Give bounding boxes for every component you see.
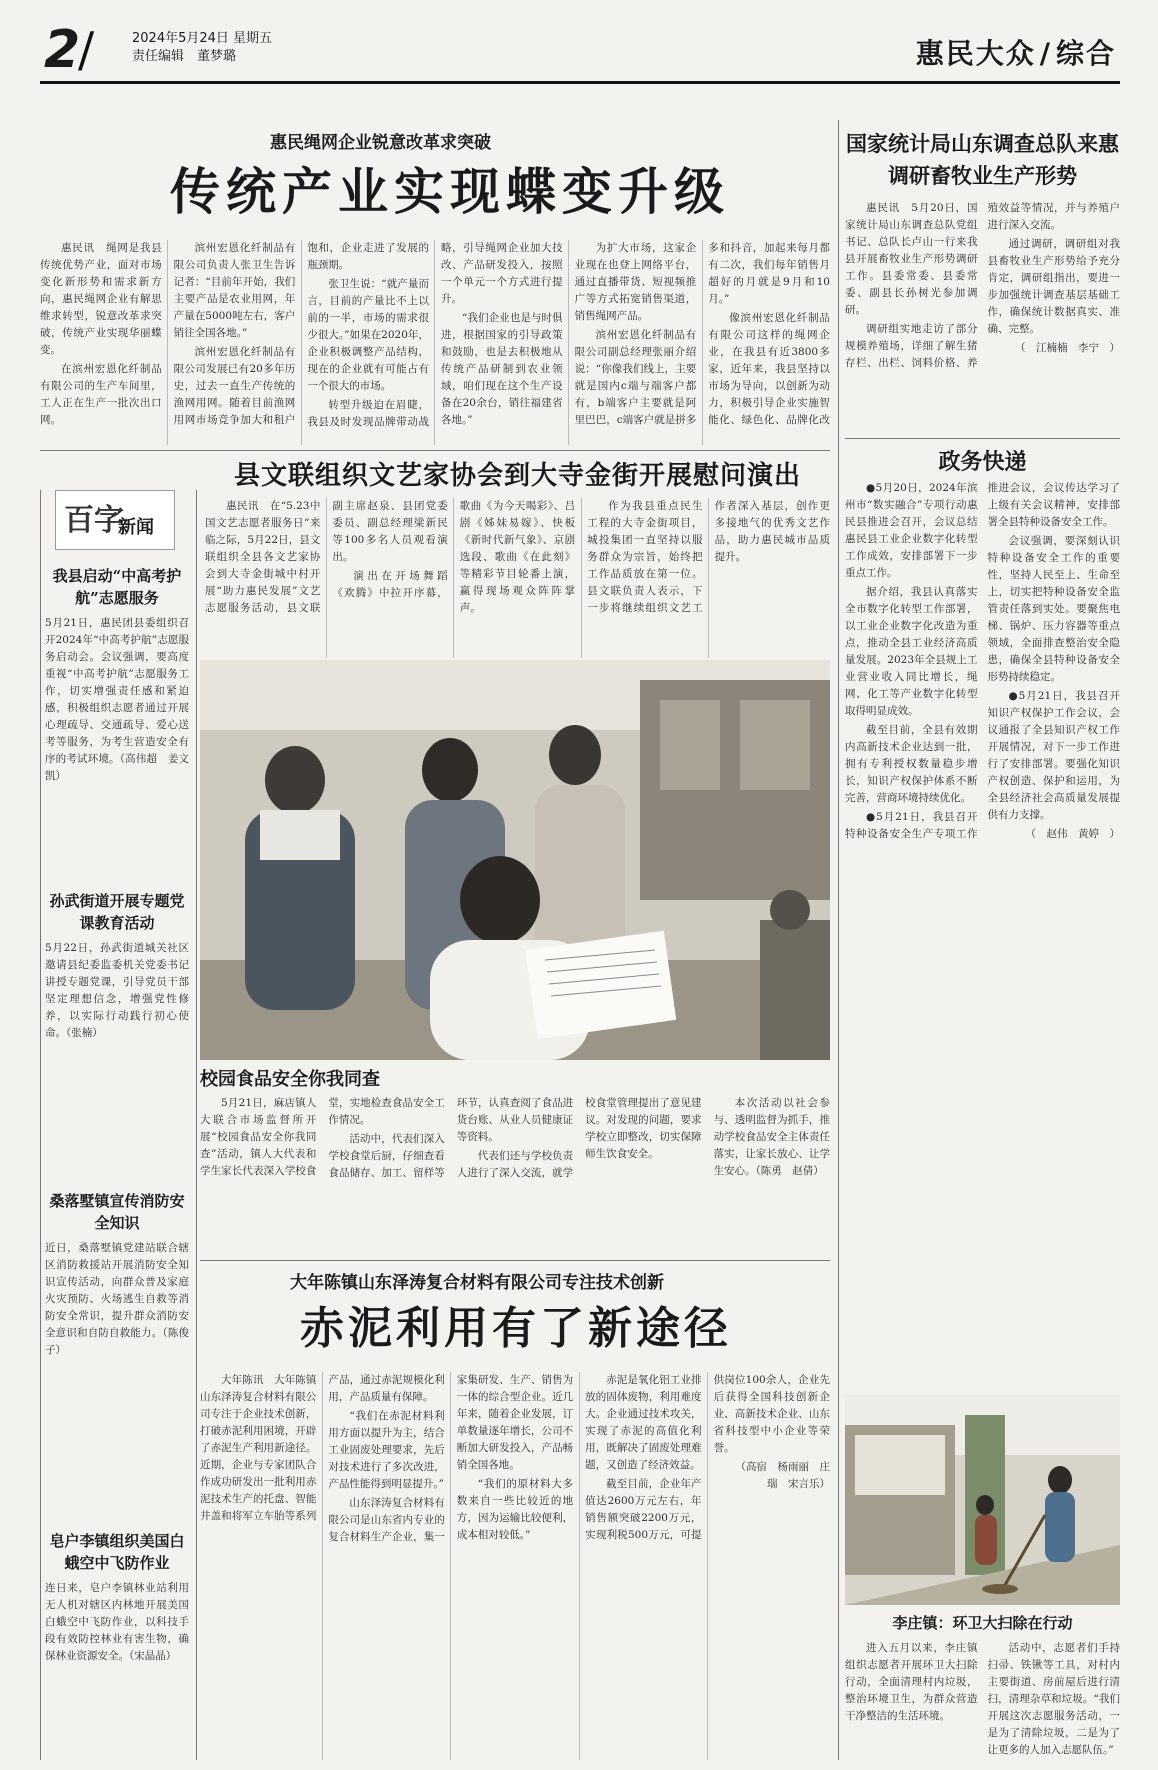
brief-item — [45, 1530, 189, 1760]
government-news-body — [845, 480, 1120, 1390]
article5-paragraph: 截至目前，企业年产值达2600万元左右，年销售额突破2200万元，实现利税500万元，可提供岗位100余人，企业先后获得全国科技创新企业、高新技术企业、山东省科技型中小企业等荣誉。 — [585, 1374, 830, 1541]
article1-paragraph: 在滨州宏恩化纤制品有限公司的生产车间里，工人正在生产一批次出口网。 — [40, 363, 162, 426]
article3-body — [205, 498, 830, 658]
article1-paragraph: 像滨州宏恩化纤制品有限公司这样的绳网企业，在我县有近3800多家，近年来，我县坚持以市场为导向，以创新为动力，积极引导企业实施智能化、绿色化、品牌化改 — [708, 312, 830, 426]
article6-paragraph: 活动中，志愿者们手持扫帚、铁锹等工具，对村内主要街道、房前屋后进行清扫，清理杂草和垃圾。“我们开展这次志愿服务活动，一是为了清除垃圾，二是为了让更多的人加入志愿队伍。” — [987, 1642, 1120, 1756]
article2-paragraph: 通过调研，调研组对我县畜牧业生产形势给予充分肯定，调研组指出，要进一步加强统计调查基层基础工作，确保统计数据真实、准确、完整。 — [987, 238, 1120, 335]
article2-body — [845, 200, 1120, 432]
brief-item-text: 近日，桑落墅镇党建站联合辖区消防救援站开展消防安全知识宣传活动，向群众普及家庭火灾预防、火场逃生自救等消防安全常识，提升群众消防安全意识和自防自救能力。（陈俊子） — [45, 1242, 189, 1356]
divider — [200, 1260, 830, 1261]
government-news-paragraph: ●5月21日，我县召开特种设备安全生产专项工作推进会议，会议传达学习了上级有关会议精神，安排部署全县特种设备安全工作。 — [845, 482, 1120, 840]
article1-paragraph: 张卫生说：“就产量而言，目前的产量比不上以前的一半，市场的需求很少很大。”如果在2020年，企业积极调整产品结构，现在的企业就有可能占有一个很大的市场。 — [307, 278, 429, 392]
article3-title: 县文联组织文艺家协会到大寺金街开展慰问演出 — [233, 461, 801, 491]
article2-paragraph: 调研组实地走访了部分规模养殖场，详细了解生猪存栏、出栏、饲料价格、养殖效益等情况，并与养殖户进行深入交流。 — [845, 202, 1120, 369]
article1-paragraph: 滨州宏恩化纤制品有限公司负责人张卫生告诉记者：“目前年开始，我们主要产品是农业用网，年产量在5000吨左右，客户销往全国各地。” — [173, 242, 296, 339]
article2-byline: （ 江楠楠 李宁 ） — [1015, 342, 1120, 354]
brief-item — [45, 1190, 189, 1500]
article6-body — [845, 1640, 1120, 1760]
sweeping-photo — [845, 1395, 1120, 1605]
government-news-paragraph: 据介绍，我县认真落实全市数字化转型工作部署，以工业企业数字化改造为重点，推动全县工业经济高质量发展。2023年全县规上工业营业收入同比增长，绳网、化工等产业数字化转型取得明显成效。 — [845, 586, 978, 717]
article1-paragraph: 转型升级迫在眉睫，我县及时发现品牌带动战略，引导绳网企业加大技改、产品研发投入，按照一个单元一个方式进行提升。 — [307, 242, 563, 428]
responsible-editor: 责任编辑 董梦璐 — [132, 49, 237, 64]
government-news-paragraph: ●5月20日，2024年滨州市“数实融合”专项行动惠民县推进会召开，会议总结惠民县工业企业数字化转型工作成效，安排部署下一步重点工作。 — [845, 482, 978, 579]
food-inspection-photo — [200, 660, 830, 1060]
page-number: 2 — [44, 20, 81, 80]
article3-paragraph: 惠民讯 在“5.23中国文艺志愿者服务日”来临之际，5月22日，县文联组织全县各文艺家协会到大寺金街城中村开展“助力惠民发展”文艺志愿服务活动，县文联副主席赵泉、县团党委委员、副总经理梁新民等100多名人员观看演出。 — [205, 500, 448, 614]
government-news-paragraph: 会议强调，要深刻认识特种设备安全工作的重要性，坚持人民至上、生命至上，切实把特种设备安全监管责任落到实处。要聚焦电梯、锅炉、压力容器等重点领域，全面排查整治安全隐患，确保全县特种设备安全形势持续稳定。 — [987, 535, 1120, 683]
article3-paragraph: 演出在开场舞蹈《欢腾》中拉开序幕，歌曲《为今天喝彩》、吕剧《姊妹易嫁》、快板《新时代新气象》、京剧选段、歌曲《在此刻》等精彩节目轮番上演，赢得现场观众阵阵掌声。 — [332, 500, 576, 614]
paper-name: 惠民大众 — [915, 37, 1036, 70]
government-news-paragraph: ●5月21日，我县召开知识产权保护工作会议，会议通报了全县知识产权工作开展情况，对下一步工作进行了安排部署。要强化知识产权创造、保护和运用，为全县经济社会高质量发展提供有力支撑。 — [987, 690, 1120, 821]
issue-date: 2024年5月24日 星期五 — [132, 31, 273, 46]
brief-item-text: 连日来，皂户李镇林业站利用无人机对辖区内林地开展美国白蛾空中飞防作业，以科技手段有效防控林业有害生物，确保林业资源安全。（宋晶晶） — [45, 1582, 189, 1662]
brief-news-sidebar — [40, 490, 190, 1760]
food-inspection-caption: 校园食品安全你我同查 — [200, 1069, 380, 1090]
article1-kicker: 惠民绳网企业锐意改革求突破 — [270, 133, 491, 153]
article4-paragraph: 代表们还与学校负责人进行了深入交流，就学校食堂管理提出了意见建议。对发现的问题，要求学校立即整改，切实保障师生饮食安全。 — [456, 1097, 702, 1179]
government-news-paragraph: 截至目前，全县有效期内高新技术企业达到一批，拥有专利授权数量稳步增长，知识产权保护体系不断完善，营商环境持续优化。 — [845, 724, 978, 804]
section-name: 综合 — [1055, 37, 1116, 70]
article2-paragraph: 惠民讯 5月20日，国家统计局山东调查总队党组书记、总队长卢山一行来我县开展畜牧业生产形势调研工作。县委常委、县委常委、副县长孙树光参加调研。 — [845, 202, 978, 316]
brief-item-text: 5月21日，惠民团县委组织召开2024年“中高考护航”志愿服务启动会。会议强调，要高度重视“中高考护航”志愿服务工作，切实增强责任感和紧迫感，积极组织志愿者通过开展心理疏导、交通疏导、爱心送考等服务，为考生营造安全有序的考试环境。（高伟超 姜文凯） — [45, 617, 189, 782]
brief-item-title: 桑落墅镇宣传消防安全知识 — [49, 1192, 185, 1232]
article5-paragraph: 山东泽涛复合材料有限公司是山东省内专业的复合材料生产企业，集一家集研发、生产、销售为一体的综合型企业。近几年来，随着企业发展，订单数量逐年增长，公司不断加大研发投入，产品畅销全国各地。 — [328, 1374, 574, 1543]
brief-logo-big: 百字 — [64, 503, 124, 538]
article5-paragraph: “我们的原材料大多数来自一些比较近的地方，因为运输比较便利，成本相对较低。” — [456, 1478, 574, 1541]
article6-paragraph: 进入五月以来，李庄镇组织志愿者开展环卫大扫除行动，全面清理村内垃圾，整治环境卫生，为群众营造干净整洁的生活环境。 — [845, 1642, 978, 1722]
sweeping-illustration — [845, 1395, 1120, 1605]
article4-paragraph: 本次活动以社会参与、透明监督为抓手，推动学校食品安全主体责任落实，让家长放心、让学生安心。（陈勇 赵倩） — [713, 1097, 830, 1177]
article4-paragraph: 5月21日，麻店镇人大联合市场监督所开展“校园食品安全你我同查”活动，镇人大代表和学生家长代表深入学校食堂，实地检查食品安全工作情况。 — [200, 1097, 445, 1177]
divider — [40, 450, 830, 451]
brief-item — [45, 565, 189, 845]
masthead-brand — [916, 32, 1116, 72]
brief-item-title: 孙武街道开展专题党课教育活动 — [49, 892, 185, 932]
article4-paragraph: 活动中，代表们深入学校食堂后厨，仔细查看食品储存、加工、留样等环节，认真查阅了食品进货台账、从业人员健康证等资料。 — [328, 1097, 574, 1179]
brand-separator: / — [1039, 37, 1052, 70]
brief-item — [45, 890, 189, 1120]
article5-paragraph: 大年陈讯 大年陈镇山东泽涛复合材料有限公司专注于企业技术创新，打破赤泥利用困境，开辟了赤泥生产利用新途径。近期，企业与专家团队合作成功研发出一批利用赤泥技术生产的托盘、智能井盖和将军立车胎等系列产品，通过赤泥规模化利用，产品质量有保障。 — [200, 1374, 445, 1522]
article1-body — [40, 240, 830, 445]
article5-body — [200, 1372, 830, 1760]
article1-paragraph: 惠民讯 绳网是我县传统优势产业，面对市场变化新形势和需求新方向，惠民绳网企业有解思维求转型，锐意改革求突破，传统产业实现华丽蝶变。 — [40, 242, 162, 356]
divider — [845, 438, 1120, 439]
government-news-title: 政务快递 — [938, 449, 1027, 475]
brief-news-logo — [55, 490, 175, 550]
food-inspection-illustration — [200, 660, 830, 1060]
page-number-slash: / — [78, 22, 95, 78]
article1-paragraph: 滨州宏恩化纤制品有限公司发展已有20多年历史，过去一直生产传统的渔网用网。随着目前渔网用网市场竞争加大和租户饱和，企业走进了发展的瓶颈期。 — [173, 242, 429, 426]
article1-paragraph: 滨州宏恩化纤制品有限公司副总经理张丽介绍说：“你像我们线上，主要就是国内c端与端客户都有，b端客户主要就是阿里巴巴，c端客户就是拼多多和抖音，加起来每月都有二次，我们每年销售月超好的月就是9月和10月。” — [574, 242, 830, 426]
brief-item-title: 皂户李镇组织美国白蛾空中飞防作业 — [49, 1532, 185, 1572]
article5-paragraph: “我们在赤泥材料利用方面以提升为主，结合工业固废处理要求，先后对技术进行了多次改进，产品性能得到明显提升。” — [328, 1410, 445, 1490]
article1-title: 传统产业实现蝶变升级 — [170, 162, 730, 221]
government-news-byline: （ 赵伟 黄婷 ） — [1025, 828, 1120, 840]
brief-item-text: 5月22日，孙武街道城关社区邀请县纪委监委机关党委书记讲授专题党课，引导党员干部坚定理想信念，增强党性修养，以实际行动践行初心使命。（张楠） — [45, 942, 189, 1039]
article2-title: 国家统计局山东调查总队来惠调研畜牧业生产形势 — [846, 131, 1119, 188]
brief-item-title: 我县启动“中高考护航”志愿服务 — [52, 567, 182, 607]
article5-title: 赤泥利用有了新途径 — [300, 1303, 732, 1354]
article5-paragraph: 赤泥是氧化铝工业排放的固体废物，利用难度大。企业通过技术攻关，实现了赤泥的高值化利用，既解决了固废处理难题，又创造了经济效益。 — [585, 1374, 702, 1471]
article3-paragraph: 作为我县重点民生工程的大寺金街项目，城投集团一直坚持以服务群众为宗旨，始终把工作品质放在第一位。县文联负责人表示，下一步将继续组织文艺工作者深入基层，创作更多接地气的优秀文艺作品，助力惠民城市品质提升。 — [587, 500, 830, 614]
divider — [838, 120, 839, 1760]
article5-byline: （高宿 杨雨丽 庄瑞 宋言乐） — [735, 1461, 830, 1490]
masthead-meta — [132, 30, 272, 66]
divider — [196, 490, 197, 1760]
article1-paragraph: 为扩大市场，这家企业现在也登上网络平台，通过直播带货、短视频推广等方式拓宽销售渠道，销售绳网产品。 — [574, 242, 697, 322]
brief-logo-small: 新闻 — [118, 517, 154, 538]
article5-kicker: 大年陈镇山东泽涛复合材料有限公司专注技术创新 — [290, 1273, 664, 1293]
sweeping-caption: 李庄镇：环卫大扫除在行动 — [892, 1614, 1073, 1632]
masthead — [40, 20, 1120, 84]
article1-paragraph: “我们企业也是与时俱进，根据国家的引导政策和鼓励，也是去积极地从传统产品研制到农业领域，咱们现在这个生产设备在20余台，销往福建省各地。” — [440, 312, 563, 426]
article4-body — [200, 1095, 830, 1255]
